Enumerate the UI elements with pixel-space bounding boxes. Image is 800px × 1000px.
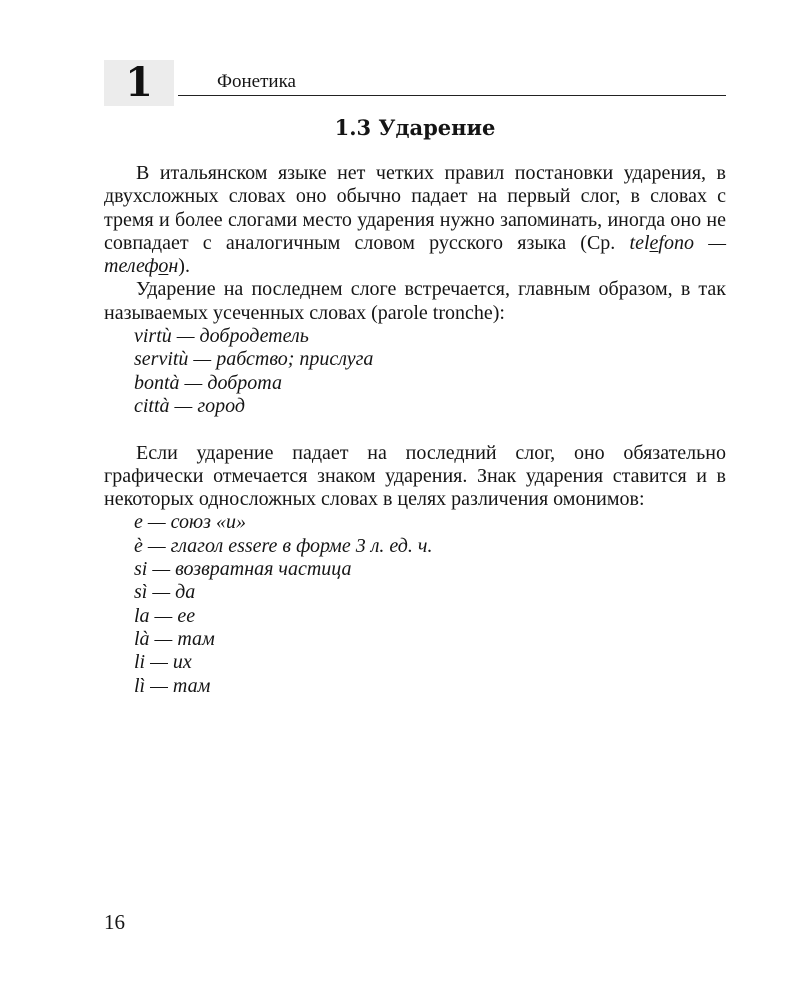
list-item: là — там	[134, 627, 215, 650]
body-text	[104, 162, 726, 698]
list-item: città — город	[134, 394, 245, 417]
list-item: bontà — доброта	[134, 371, 282, 394]
paragraph-1	[104, 162, 726, 278]
list-item: sì — да	[134, 581, 196, 604]
paragraph-2: Ударение на последнем слоге встречается, главным образом, в так называемых усеченных словах (parole tronche):	[104, 278, 726, 324]
example-list-2	[104, 511, 726, 697]
list-item: è — глагол essere в форме 3 л. ед. ч.	[134, 534, 433, 557]
section-title: 1.3 Ударение	[334, 115, 496, 140]
paragraph-1-text: В итальянском языке нет четких правил постановки ударения, в двухсложных словах оно обычно падает на первый слог, в словах с тремя и более слогами место ударения нужно запоминать, иногда оно не совпадает с аналогичным словом русского языка (Ср.	[104, 162, 726, 254]
list-item: e — союз «и»	[134, 511, 246, 534]
list-item: servitù — рабство; прислуга	[134, 348, 374, 371]
paragraph-1-end: ).	[178, 255, 190, 278]
list-item: li — их	[134, 651, 192, 674]
chapter-number: 1	[125, 59, 153, 106]
running-title: Фонетика	[217, 71, 296, 92]
example-italian: telefono — телефон	[104, 231, 726, 278]
list-item: la — ее	[134, 604, 196, 627]
example-list-1	[104, 325, 726, 418]
paragraph-3: Если ударение падает на последний слог, оно обязательно графически отмечается знаком ударения. Знак ударения ставится и в некоторых односложных словах в целях различения омонимов:	[104, 441, 726, 511]
page-number: 16	[104, 910, 125, 934]
list-item: virtù — добродетель	[134, 325, 309, 348]
page-header	[0, 0, 800, 110]
list-item: lì — там	[134, 674, 211, 697]
header-rule	[178, 95, 726, 96]
list-item: si — возвратная частица	[134, 558, 352, 581]
